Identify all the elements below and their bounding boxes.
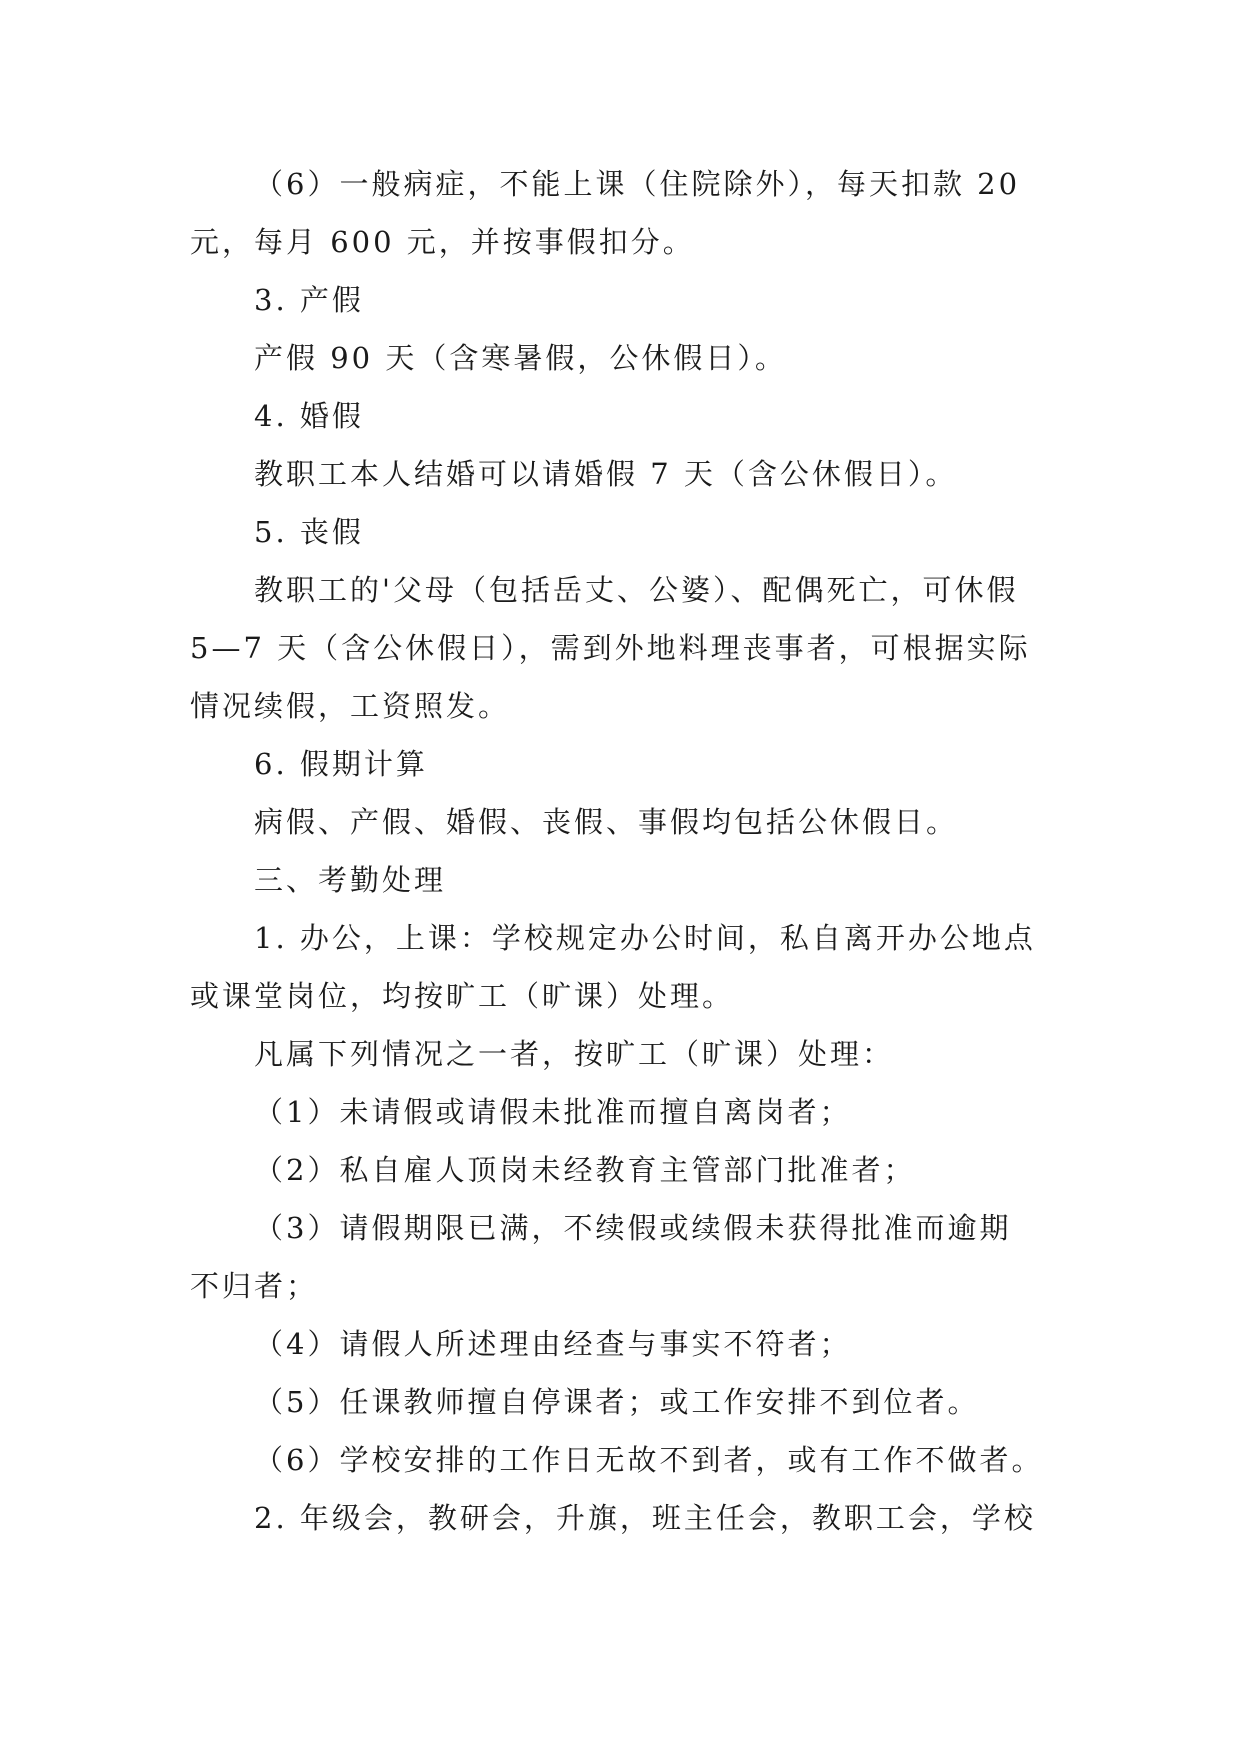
- text-line: 或课堂岗位，均按旷工（旷课）处理。: [190, 979, 735, 1013]
- chapter-heading: 三、考勤处理: [254, 863, 447, 897]
- list-item: （2）私自雇人顶岗未经教育主管部门批准者；: [254, 1153, 916, 1187]
- list-item: （1）未请假或请假未批准而擅自离岗者；: [254, 1095, 852, 1129]
- text-line: 2. 年级会，教研会，升旗，班主任会，教职工会，学校: [254, 1501, 1036, 1535]
- text-line: 教职工本人结婚可以请婚假 7 天（含公休假日）。: [254, 457, 958, 491]
- section-heading: 3. 产假: [254, 283, 364, 317]
- text-line: （6）一般病症，不能上课（住院除外），每天扣款 20: [254, 167, 1021, 201]
- section-heading: 5. 丧假: [254, 515, 364, 549]
- section-heading: 6. 假期计算: [254, 747, 428, 781]
- list-item: （3）请假期限已满，不续假或续假未获得批准而逾期: [254, 1211, 1012, 1245]
- list-item: （5）任课教师擅自停课者；或工作安排不到位者。: [254, 1385, 980, 1419]
- list-item: （4）请假人所述理由经查与事实不符者；: [254, 1327, 852, 1361]
- text-line: 病假、产假、婚假、丧假、事假均包括公休假日。: [254, 805, 959, 839]
- text-line: 1. 办公，上课：学校规定办公时间，私自离开办公地点: [254, 921, 1036, 955]
- list-item-continuation: 不归者；: [190, 1269, 319, 1303]
- text-line: 情况续假，工资照发。: [190, 689, 511, 723]
- document-body: [190, 155, 1050, 1547]
- section-heading: 4. 婚假: [254, 399, 364, 433]
- list-item: （6）学校安排的工作日无故不到者，或有工作不做者。: [254, 1443, 1044, 1477]
- text-line: 凡属下列情况之一者，按旷工（旷课）处理：: [254, 1037, 895, 1071]
- text-line: 教职工的'父母（包括岳丈、公婆）、配偶死亡，可休假: [254, 573, 1019, 607]
- text-line: 元，每月 600 元，并按事假扣分。: [190, 225, 695, 259]
- text-line: 5—7 天（含公休假日），需到外地料理丧事者，可根据实际: [190, 631, 1031, 665]
- text-line: 产假 90 天（含寒暑假，公休假日）。: [254, 341, 787, 375]
